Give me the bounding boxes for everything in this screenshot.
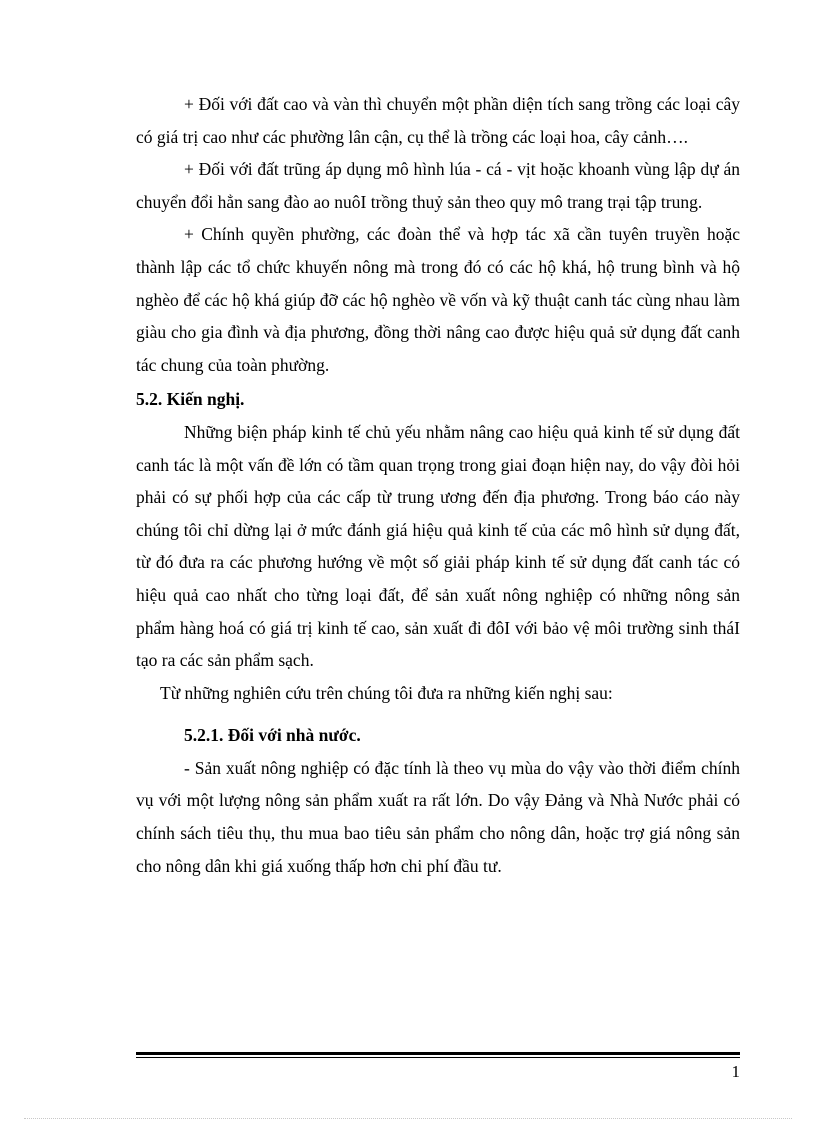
paragraph-intro-recommendations: Từ những nghiên cứu trên chúng tôi đưa ra những kiến nghị sau: [160, 682, 613, 703]
subsection-heading-state: 5.2.1. Đối với nhà nước. [184, 725, 361, 746]
footer-divider-thin-line [136, 1057, 740, 1058]
document-body [136, 88, 740, 882]
footer-divider-thick-line [136, 1052, 740, 1055]
paragraph-high-land: + Đối với đất cao và vàn thì chuyển một phần diện tích sang trồng các loại cây có giá trị cao như các phường lân cận, cụ thể là trồng các loại hoa, cây cảnh…. [136, 94, 740, 147]
page-bottom-edge [24, 1118, 792, 1119]
section-heading-recommendations: 5.2. Kiến nghị. [136, 389, 245, 410]
page-number: 1 [731, 1062, 740, 1081]
paragraph-state-policy: - Sản xuất nông nghiệp có đặc tính là theo vụ mùa do vậy vào thời điểm chính vụ với một lượng nông sản phẩm xuất ra rất lớn. Do vậy Đảng và Nhà Nước phải có chính sách tiêu thụ, thu mua bao tiêu sản phẩm cho nông dân, hoặc trợ giá nông sản cho nông dân khi giá xuống thấp hơn chi phí đầu tư. [136, 757, 740, 876]
paragraph-low-land: + Đối với đất trũng áp dụng mô hình lúa - cá - vịt hoặc khoanh vùng lập dự án chuyển đổi hẳn sang đào ao nuôI trồng thuỷ sản theo quy mô trang trại tập trung. [136, 159, 740, 212]
paragraph-economic-measures: Những biện pháp kinh tế chủ yếu nhằm nâng cao hiệu quả kinh tế sử dụng đất canh tác là một vấn đề lớn có tầm quan trọng trong giai đoạn hiện nay, do vậy đòi hỏi phải có sự phối hợp của các cấp từ trung ương đến địa phương. Trong báo cáo này chúng tôi chỉ dừng lại ở mức đánh giá hiệu quả kinh tế của các mô hình sử dụng đất, từ đó đưa ra các phương hướng về một số giải pháp kinh tế sử dụng đất canh tác có hiệu quả cao nhất cho từng loại đất, để sản xuất nông nghiệp có những nông sản phẩm hàng hoá có giá trị kinh tế cao, sản xuất đi đôI với bảo vệ môi trường sinh tháI tạo ra các sản phẩm sạch. [136, 421, 740, 671]
paragraph-local-government: + Chính quyền phường, các đoàn thể và hợp tác xã cần tuyên truyền hoặc thành lập các tổ chức khuyến nông mà trong đó có các hộ khá, hộ trung bình và hộ nghèo để các hộ khá giúp đỡ các hộ nghèo về vốn và kỹ thuật canh tác cùng nhau làm giàu cho gia đình và địa phương, đồng thời nâng cao được hiệu quả sử dụng đất canh tác chung của toàn phường. [136, 224, 740, 375]
footer-divider [136, 1052, 740, 1058]
